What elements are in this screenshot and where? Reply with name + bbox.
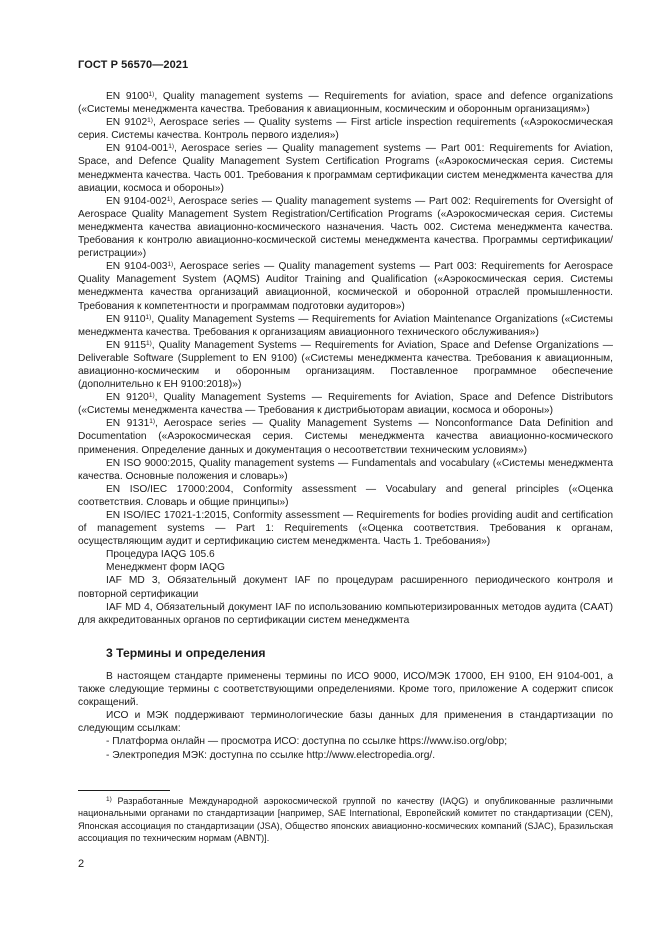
reference-title: , Quality Management Systems — Requirements for Aviation, Space and Defence Distributors («Системы менеджмента качества — Требования к дистрибьюторам авиации, космоса и обороны») [78,392,614,417]
reference-designation: EN 9110 [106,313,146,325]
reference-list [78,90,613,627]
reference-title: , Quality Management Systems — Requirements for Aviation Maintenance Organizations («Системы менеджмента качества. Требования к организациям авиационного технического обслуживания») [78,313,613,338]
footnote-ref-mark: 1) [167,261,174,269]
reference-item [78,561,613,574]
link-list [78,735,613,761]
reference-designation: EN 9100 [106,91,149,102]
footnote [78,795,613,844]
reference-title: , Aerospace series — Quality management systems — Part 001: Requirements for Aviation, Space, and Defence Quality Management System Certification Programs («Аэрокосмическая серия. Системы менеджмента качества. Часть 001. Требования к программам сертификации систем менеджмента качества для авиации, космоса и обороны») [78,143,613,194]
reference-title: , Aerospace series — Quality Management Systems — Nonconformance Data Definition and Documentation («Аэрокосмическая серия. Системы менеджмента качества авиационно-космического применения. Определение данных и документация о несоответствии техническим условиям») [78,418,614,456]
reference-title: , Aerospace series — Quality management systems — Part 003: Requirements for Aerospace Quality Management System (AQMS) Auditor Training and Qualification («Аэрокосмическая серия. Системы менеджмента качества организаций авиационной, космической и оборонной отраслей промышленности. Требования к компетентности и программам подготовки аудиторов») [78,261,613,312]
section-paragraph-1: В настоящем стандарте применены термины по ИСО 9000, ИСО/МЭК 17000, ЕН 9100, ЕН 9104-001, а также следующие термины с соответствующими определениями. Кроме того, приложение А содержит список сокращений. [78,670,613,709]
reference-title: , Quality Management Systems — Requirements for Aviation, Space and Defense Organizations — Deliverable Software (Supplement to EN 9100) («Системы менеджмента качества. Требования к авиационным, авиационно-космическим и оборонным организациям. Поставленное программное обеспечение (дополнительно к ЕН 9100:2018)») [78,339,613,391]
reference-designation: EN 9131 [106,418,150,430]
footnote-ref-mark: 1) [148,392,155,400]
footnote-ref-mark: 1) [146,339,152,347]
reference-item [78,90,613,116]
reference-item [78,483,613,509]
reference-item [78,417,613,456]
footnote-text: Разработанные Международной аэрокосмической группой по качеству (IAQG) и опубликованные различными национальными органами по стандартизации [например, SAE International, Европейский комитет по стандартизации (CEN), Японская ассоциация по стандартизации (JSA), Общество японских авиационно-космических компаний (SJAC), Бразильская ассоциация по техническим нормам (ABNT)]. [78,796,613,843]
footnote-ref-mark: 1) [147,117,153,125]
reference-item [78,391,613,417]
footnote-ref-mark: 1) [148,91,155,98]
reference-designation: EN 9120 [106,392,149,404]
reference-item [78,116,613,142]
reference-designation: EN 9104-002 [106,195,167,207]
footnote-mark: 1) [106,796,112,803]
page-number: 2 [78,858,85,870]
section-paragraph-2: ИСО и МЭК поддерживают терминологические базы данных для применения в стандартизации по следующим ссылкам: [78,710,613,735]
reference-designation: EN 9104-001 [106,143,169,155]
footnote-ref-mark: 1) [166,195,173,203]
reference-designation: IAF MD 3, Обязательный документ IAF по процедурам расширенного периодического контроля и повторной сертификации [78,575,613,600]
list-item: - Электропедия МЭК: доступна по ссылке http://www.electropedia.org/. [106,749,436,761]
reference-designation: EN 9104-003 [106,261,168,273]
reference-item [78,457,613,483]
document-header: ГОСТ Р 56570—2021 [78,59,189,71]
reference-item [78,509,613,548]
reference-designation: IAF MD 4, Обязательный документ IAF по использованию компьютеризированных методов аудита (CAAT) для аккредитованных органов по сертификации систем менеджмента [78,601,613,626]
reference-designation: Процедура IAQG 105.6 [106,549,215,561]
reference-designation: EN 9115 [106,339,147,351]
page-body [78,90,613,762]
reference-designation: EN ISO/IEC 17000:2004, Conformity assessment — Vocabulary and general principles («Оценка соответствия. Словарь и общие принципы») [78,483,613,508]
reference-item [78,548,613,561]
reference-item [78,574,613,600]
reference-item [78,339,613,391]
reference-item [78,142,613,194]
reference-item [78,260,613,312]
reference-item [78,313,613,339]
reference-designation: EN 9102 [106,117,148,129]
reference-designation: EN ISO/IEC 17021-1:2015, Conformity assessment — Requirements for bodies providing audit and certification of management systems — Part 1: Requirements («Оценка соответствия. Требования к органам, осуществляющим аудит и сертификацию систем менеджмента. Часть 1. Требования») [78,510,613,548]
reference-item [78,195,613,260]
reference-item [78,601,613,627]
reference-title: , Aerospace series — Quality management systems — Part 002: Requirements for Oversight of Aerospace Quality Management System Registration/Certification Programs («Аэрокосмическая серия. Системы менеджмента качества авиационно-космического назначения. Часть 002. Система менеджмента качества. Требования к контролю авиационно-космической системы менеджмента качества. Программы сертификации/регистрации») [78,195,613,260]
section-heading: 3 Термины и определения [106,645,266,660]
footnote-ref-mark: 1) [145,313,152,321]
footnote-ref-mark: 1) [149,418,156,426]
footnote-ref-mark: 1) [168,143,174,151]
reference-title: , Quality management systems — Requirements for aviation, space and defence organizations («Системы менеджмента качества. Требования к авиационным, космическим и оборонным организациям») [78,91,613,116]
reference-designation: Менеджмент форм IAQG [106,562,225,574]
list-item: - Платформа онлайн — просмотра ИСО: доступна по ссылке https://www.iso.org/obp; [106,736,508,748]
reference-designation: EN ISO 9000:2015, Quality management systems — Fundamentals and vocabulary («Системы менеджмента качества. Основные положения и словарь») [78,457,613,482]
footnote-separator [78,790,170,791]
reference-title: , Aerospace series — Quality systems — First article inspection requirements («Аэрокосмическая серия. Системы качества. Контроль первого изделия») [78,117,613,142]
